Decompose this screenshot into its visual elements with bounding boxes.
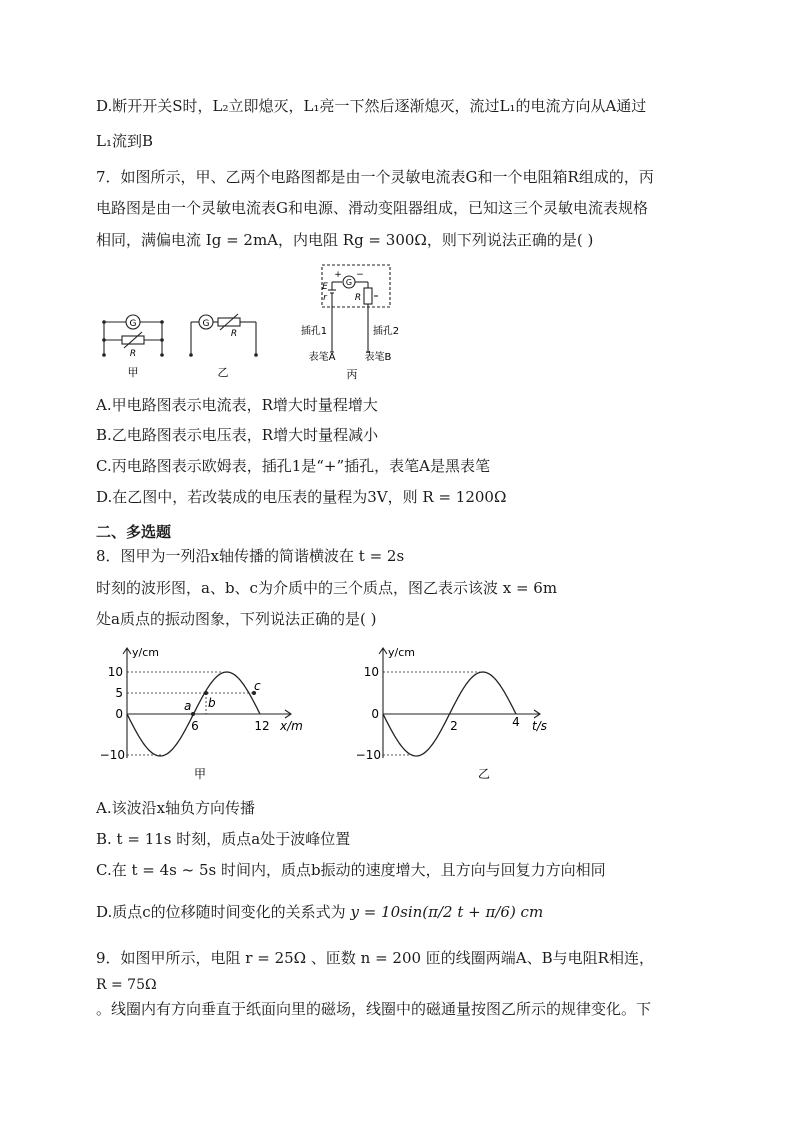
q8-option-d [96, 902, 543, 922]
q7-option-a: A.甲电路图表示电流表，R增大时量程增大 [96, 396, 378, 414]
q8-yi-ylabel: y/cm [388, 646, 415, 659]
q7-caption-yi: 乙 [217, 366, 229, 379]
q7-option-b: B.乙电路图表示电压表，R增大时量程减小 [96, 426, 379, 444]
q9-stem-line2: R = 75Ω [96, 977, 157, 993]
q8-jia-ytick-5: 5 [115, 686, 123, 700]
q8-yi-xlabel: t/s [532, 719, 547, 733]
q8-option-b: B. t = 11s 时刻，质点a处于波峰位置 [96, 830, 351, 848]
q8-point-a-label: a [184, 699, 192, 713]
q9-stem-line3: 。线圈内有方向垂直于纸面向里的磁场，线圈中的磁通量按图乙所示的规律变化。下 [96, 1000, 652, 1018]
q8-option-c: C.在 t = 4s ~ 5s 时间内，质点b振动的速度增大，且方向与回复力方向相同 [96, 861, 606, 879]
q8-stem-line2: 时刻的波形图，a、b、c为介质中的三个质点，图乙表示该波 x = 6m [96, 579, 558, 597]
q8-stem-line3: 处a质点的振动图象，下列说法正确的是( ) [96, 610, 377, 628]
q7-bing-r-internal: r [323, 293, 327, 303]
q8-point-c-label: c [254, 679, 261, 693]
q7-bing-minus: − [356, 270, 364, 280]
q8-vibration-graph-yi [340, 640, 560, 785]
q8-jia-ytick-neg10: −10 [99, 748, 125, 762]
q7-option-c: C.丙电路图表示欧姆表，插孔1是“+”插孔，表笔A是黑表笔 [96, 457, 490, 475]
q7-stem-line2: 电路图是由一个灵敏电流表G和电源、滑动变阻器组成，已知这三个灵敏电流表规格 [96, 199, 648, 217]
section-title-multiple-choice: 二、多选题 [96, 523, 172, 541]
q8-yi-ytick-0: 0 [371, 707, 379, 721]
q8-point-b-dot [204, 691, 208, 695]
q7-bing-g-label: G [345, 278, 353, 287]
q8-point-a-dot [191, 712, 195, 716]
q8-option-a: A.该波沿x轴负方向传播 [96, 799, 256, 817]
q7-jack1-label: 插孔1 [300, 326, 328, 337]
q8-yi-ytick-neg10: −10 [355, 748, 381, 762]
q9-stem-line1: 9．如图甲所示，电阻 r = 25Ω 、匝数 n = 200 匝的线圈两端A、B与电阻R相连， [96, 949, 654, 967]
q7-yi-r-label: R [230, 329, 238, 339]
q7-stem-line3: 相同，满偏电流 Ig = 2mA，内电阻 Rg = 300Ω，则下列说法正确的是( ) [96, 231, 594, 249]
q8-stem-line1: 8．图甲为一列沿x轴传播的简谐横波在 t = 2s [96, 547, 405, 565]
q8-yi-caption: 乙 [477, 767, 491, 781]
q8-jia-ylabel: y/cm [132, 646, 159, 659]
q7-yi-g-label: G [202, 319, 210, 329]
q7-caption-jia: 甲 [127, 366, 139, 379]
q8-point-b-label: b [208, 696, 216, 710]
q8-jia-ytick-10: 10 [107, 665, 123, 679]
q8-option-d-formula: y = 10sin(π/2 t + π/6) cm [350, 903, 544, 921]
q8-wave-graph-jia [96, 640, 336, 785]
q6-option-d-line2: L₁流到B [96, 132, 153, 150]
q8-yi-xtick-2: 2 [450, 719, 458, 733]
q7-bing-plus: + [334, 270, 342, 280]
q7-caption-bing: 丙 [346, 368, 358, 381]
q8-yi-ytick-10: 10 [363, 665, 379, 679]
q7-jia-g-label: G [129, 319, 137, 329]
q7-option-d: D.在乙图中，若改装成的电压表的量程为3V，则 R = 1200Ω [96, 488, 507, 506]
q7-probe-a-label: 表笔A [308, 352, 336, 363]
q6-option-d-line1: D.断开开关S时，L₂立即熄灭，L₁亮一下然后逐渐熄灭，流过L₁的电流方向从A通过 [96, 97, 647, 115]
q8-jia-caption: 甲 [193, 767, 207, 781]
q8-jia-xtick-6: 6 [191, 719, 199, 733]
q7-circuit-figure [96, 260, 400, 385]
q7-bing-e-label: E [322, 282, 328, 292]
q7-jack2-label: 插孔2 [372, 326, 400, 337]
q8-jia-xtick-12: 12 [254, 719, 270, 733]
q7-jia-r-label: R [129, 349, 137, 359]
q7-probe-b-label: 表笔B [364, 352, 392, 363]
q8-jia-xlabel: x/m [280, 719, 303, 733]
q7-bing-r-label: R [354, 293, 362, 303]
q8-option-d-prefix: D.质点c的位移随时间变化的关系式为 [96, 903, 346, 921]
q8-yi-xtick-4: 4 [512, 715, 520, 729]
q7-stem-line1: 7．如图所示，甲、乙两个电路图都是由一个灵敏电流表G和一个电阻箱R组成的，丙 [96, 168, 654, 186]
q8-jia-ytick-0: 0 [115, 707, 123, 721]
